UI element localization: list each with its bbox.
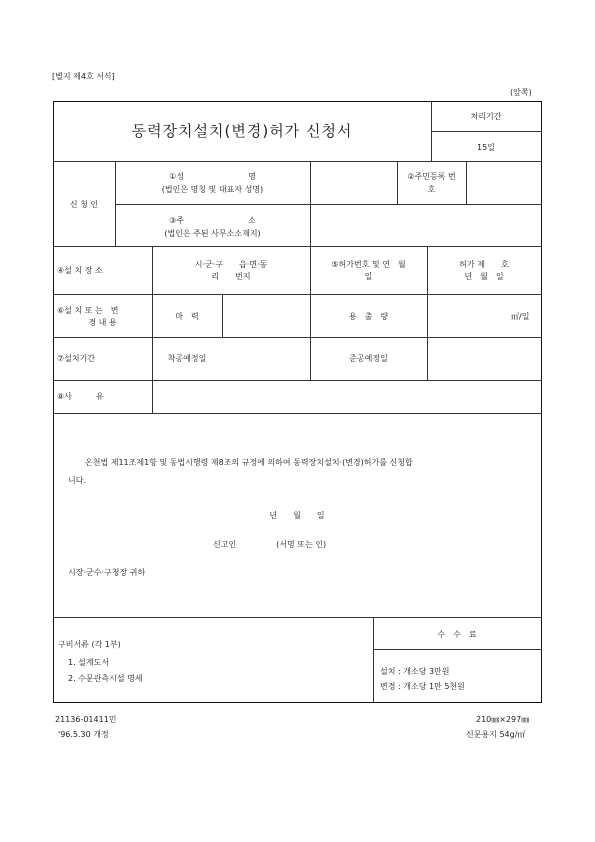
document-item: 2. 수문관측시설 명세 [68,674,143,683]
name-sub-label: (법인은 명칭 및 대표자 성명) [161,185,264,194]
paper-size: 210㎜×297㎜ [476,715,530,724]
fee-install: 설치 : 개소당 3만원 [380,667,450,676]
reason-label: ⑧사 유 [57,392,104,401]
applicant-section-label: 신 청 인 [69,200,99,209]
addressee: 시장·군수·구청장 귀하 [68,568,146,577]
fee-change: 변경 : 개소당 1만 5천원 [380,682,465,691]
declaration-date: 년 월 일 [269,511,325,520]
site-label: ④설 치 장 소 [57,266,103,275]
page-side-label: (앞쪽) [510,88,532,97]
required-documents-title: 구비서류 (각 1부) [58,640,121,649]
site-region-line2: 리 번지 [211,272,251,281]
permit-date-value: 년 월 일 [464,272,504,281]
horsepower-label: 마 력 [175,312,199,321]
name-label: ①성 명 [169,172,256,181]
processing-period-label: 처리기간 [470,112,502,121]
permit-number-label-cont: 일 [364,272,373,281]
start-date-field[interactable] [223,338,309,379]
declaration-text: 온천법 제11조제1항 및 동법시행령 제8조의 규정에 의하여 동력장치설치·(변경)허가를 신청합 [85,458,413,467]
name-field[interactable] [311,162,396,203]
start-date-label: 착공예정일 [167,354,207,363]
applicant-signature: 신고인 (서명 또는 인) [213,540,327,549]
paper-type: 신문용지 54g/㎡ [466,730,526,739]
form-code: 21136-01411민 [55,715,117,724]
completion-date-label: 준공예정일 [349,354,388,363]
address-field[interactable] [311,205,540,245]
address-sub-label: (법인은 주된 사무소소재지) [164,229,261,238]
rrn-label-cont: 호 [427,185,436,194]
change-content-label-cont: 경 내 용 [88,318,117,327]
rrn-label: ②주민등록 번 [407,172,456,181]
completion-date-field[interactable] [428,338,540,379]
form-title: 동력장치설치(변경)허가 신청서 [131,122,353,140]
site-region-line1: 시·군·구 읍·면·동 [194,260,268,269]
usage-volume-label: 용 출 량 [348,312,389,321]
revision-date: '96.5.30 개정 [58,730,109,739]
rrn-field[interactable] [467,162,540,203]
usage-volume-unit: ㎥/일 [511,312,530,321]
form-reference: [별지 제4호 서식] [52,72,115,81]
install-period-label: ⑦설치기간 [57,354,96,363]
document-item: 1. 설계도서 [68,658,110,667]
address-label: ③주 소 [169,216,256,225]
declaration-text-cont: 니다. [68,476,86,485]
change-content-label: ⑥설 치 또 는 변 [57,306,119,315]
permit-number-value: 허가 제 호 [459,260,509,269]
fee-title: 수 수 료 [437,630,477,639]
processing-period-value: 15일 [477,143,495,152]
horsepower-field[interactable] [223,295,309,336]
reason-field[interactable] [153,381,540,412]
permit-number-label: ⑤허가번호 및 연 월 [331,260,406,269]
